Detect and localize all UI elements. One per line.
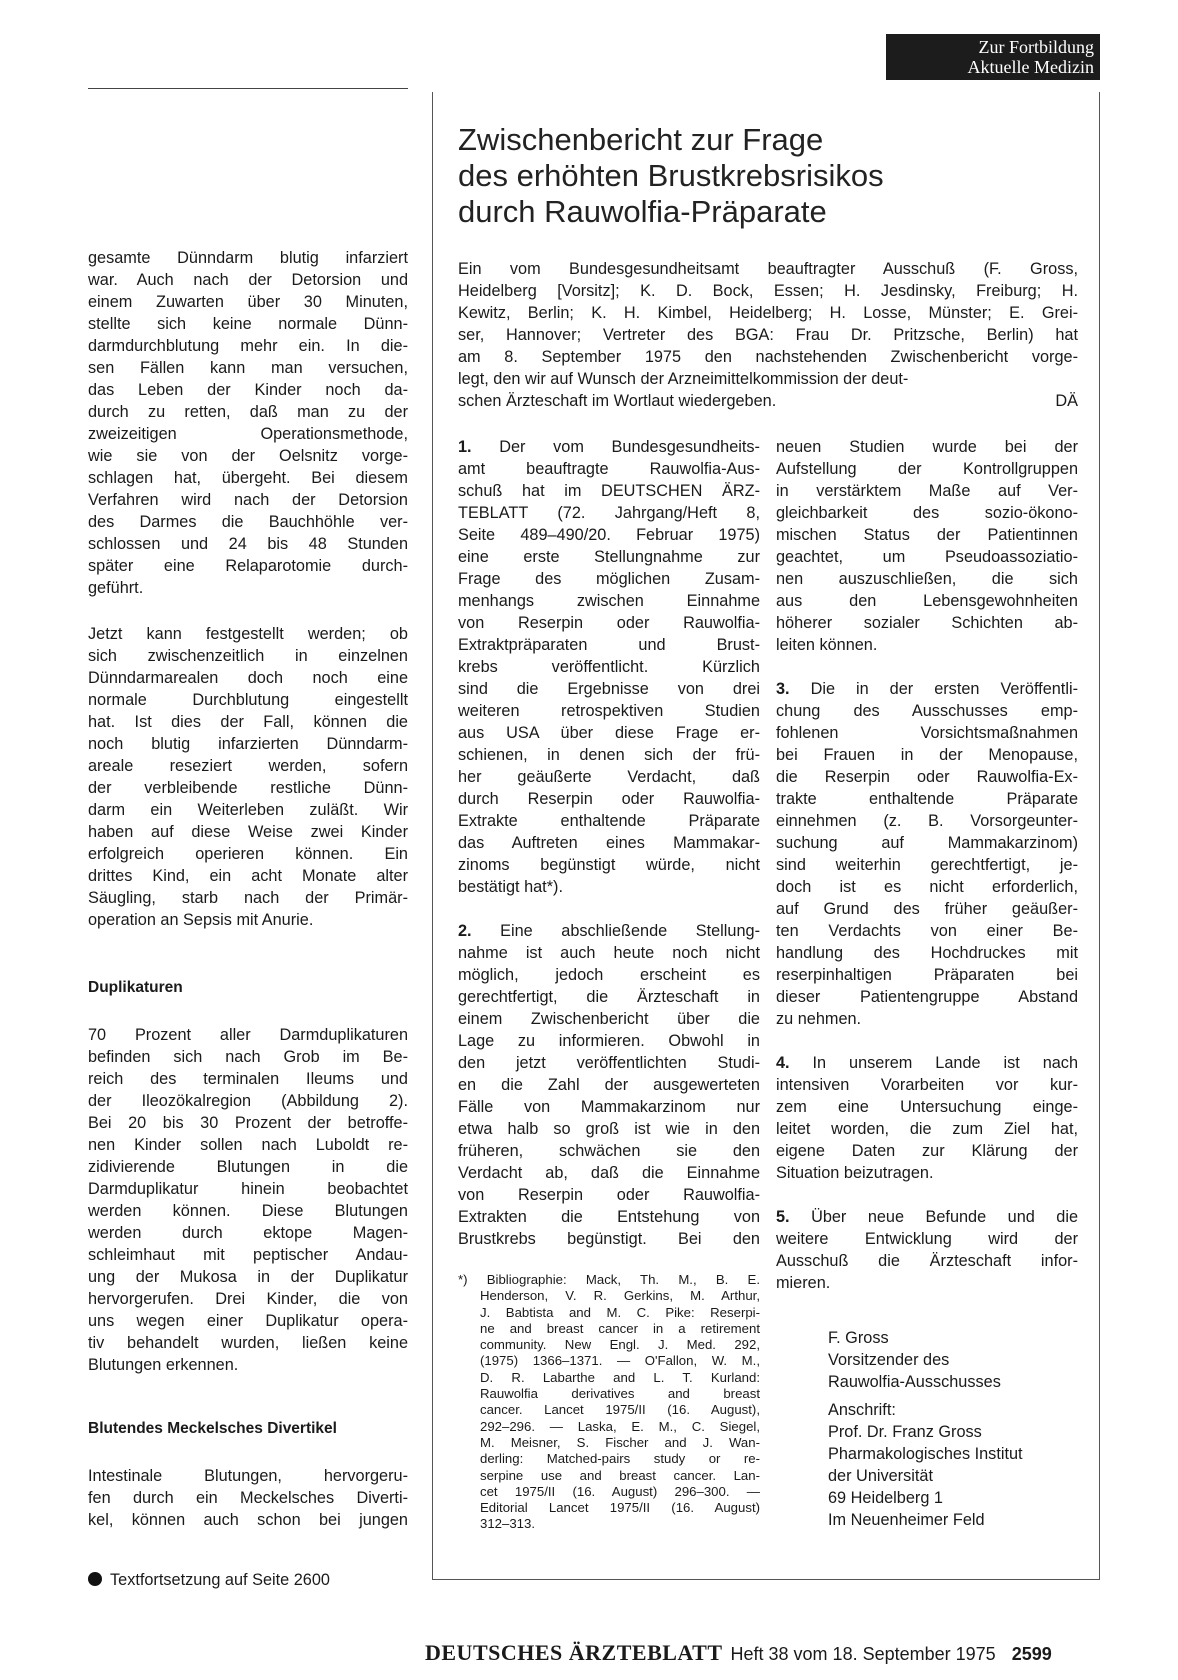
text-line: darmdurchblutung mehr ein. In die- (88, 337, 408, 355)
article-intro (458, 258, 1078, 412)
section-number: 4. (776, 1054, 813, 1072)
article-column-middle (458, 436, 760, 1250)
text-line: hervorgerufen. Drei Kinder, die von (88, 1290, 408, 1308)
address-line-5: Im Neuenheimer Feld (828, 1511, 985, 1529)
text-line: zu nehmen. (776, 1010, 862, 1028)
section-4 (776, 1052, 1078, 1184)
text-line: legt, den wir auf Wunsch der Arzneimittelkommission der deut- (458, 370, 909, 388)
text-line: 5. Über neue Befunde und die (776, 1208, 1079, 1226)
footnote-line: D. R. Labarthe and L. T. Kurland: (480, 1369, 760, 1385)
page-footer (425, 1640, 1105, 1666)
left-column-rule (88, 88, 408, 89)
text-line: die Reserpin oder Rauwolfia-Ex- (776, 768, 1078, 786)
section-number: 5. (776, 1208, 812, 1226)
text-line: früheren, schwächen sie den (458, 1142, 760, 1160)
footnote-line: 292–296. — Laska, E. M., C. Siegel, (480, 1418, 760, 1434)
text-line: Intestinale Blutungen, hervorgeru- (88, 1467, 408, 1485)
footnote-line: Rauwolfia derivatives and breast (480, 1386, 760, 1402)
section-number: 3. (776, 680, 811, 698)
text-line: Seite 489–490/20. Februar 1975) (458, 526, 760, 544)
text-line: mischen Status der Patientinnen (776, 526, 1078, 544)
text-line: operation an Sepsis mit Anurie. (88, 911, 314, 929)
text-line: Frage des möglichen Zusam- (458, 570, 760, 588)
address-line-1: Prof. Dr. Franz Gross (828, 1423, 982, 1441)
footnote-line: cancer. Lancet 1975/II (16. August), (480, 1402, 760, 1418)
text-line: gerechtfertigt, die Ärzteschaft in (458, 988, 760, 1006)
text-line: ser, Hannover; Vertreter des BGA: Frau Dr. Pritzsche, Berlin) hat (458, 326, 1078, 344)
text-line: Verdacht ab, daß die Einnahme (458, 1164, 760, 1182)
text-line: nen auszuschließen, die sich (776, 570, 1078, 588)
footnote-line: (1975) 1366–1371. — O'Fallon, W. M., (480, 1353, 760, 1369)
text-line: dieser Patientengruppe Abstand (776, 988, 1078, 1006)
text-line: 70 Prozent aller Darmduplikaturen (88, 1026, 408, 1044)
text-line: tiv behandelt wurden, ließen keine (88, 1334, 408, 1352)
text-line: doch ist es nicht erforderlich, (776, 878, 1078, 896)
section-number: 2. (458, 922, 501, 940)
text-line: kel, können auch schon bei jungen (88, 1511, 408, 1529)
address-line-2: Pharmakologisches Institut (828, 1445, 1023, 1463)
text-line: menhangs zwischen Einnahme (458, 592, 760, 610)
signature-name: F. Gross (828, 1329, 889, 1347)
signature-role-2: Rauwolfia-Ausschusses (828, 1373, 1001, 1391)
text-line: mieren. (776, 1274, 831, 1292)
text-line: das Leben der Kinder noch da- (88, 381, 408, 399)
footnote-line: M. Meisner, S. Fischer and J. Wan- (480, 1434, 760, 1450)
text-line: weitere Entwicklung wird der (776, 1230, 1078, 1248)
text-line: handlung des Hochdruckes mit (776, 944, 1078, 962)
text-line: gesamte Dünndarm blutig infarziert (88, 249, 408, 267)
text-line: nahme ist auch heute noch nicht (458, 944, 760, 962)
text-line: sind weiterhin gerechtfertigt, je- (776, 856, 1078, 874)
text-line: des Darmes die Bauchhöhle ver- (88, 513, 408, 531)
text-line: 2. Eine abschließende Stellung- (458, 922, 760, 940)
text-line: werden können. Diese Blutungen (88, 1202, 408, 1220)
section-5 (776, 1206, 1078, 1294)
text-line: Darmduplikatur hinein beobachtet (88, 1180, 408, 1198)
text-line: am 8. September 1975 den nachstehenden Zwischenbericht vorge- (458, 348, 1078, 366)
text-line: 4. In unserem Lande ist nach (776, 1054, 1078, 1072)
text-line: Lage zu informieren. Obwohl in (458, 1032, 760, 1050)
text-line: geachtet, um Pseudoassoziatio- (776, 548, 1078, 566)
text-line: durch Reserpin oder Rauwolfia- (458, 790, 760, 808)
text-line: Situation beizutragen. (776, 1164, 934, 1182)
text-line: zem eine Untersuchung einge- (776, 1098, 1078, 1116)
section-tag-line-1: Zur Fortbildung (978, 37, 1094, 57)
page-number: 2599 (1011, 1644, 1052, 1664)
text-line: war. Auch nach der Detorsion und (88, 271, 408, 289)
left-paragraph-2 (88, 623, 408, 931)
text-line: bestätigt hat*). (458, 878, 563, 896)
footnote-line: 312–313. (480, 1516, 536, 1532)
text-line: werden durch ektope Magen- (88, 1224, 408, 1242)
text-line: hat. Ist dies der Fall, können die (88, 713, 408, 731)
text-line: schleimhaut mit peptischer Andau- (88, 1246, 408, 1264)
text-line: gleichbarkeit des sozio-ökono- (776, 504, 1078, 522)
text-line: Aufstellung der Kontrollgruppen (776, 460, 1078, 478)
text-line: schienen, in denen sich der frü- (458, 746, 760, 764)
footnote-line: derling: Matched-pairs study or re- (480, 1451, 760, 1467)
text-line: Fälle von Mammakarzinom nur (458, 1098, 760, 1116)
continuation-note[interactable] (88, 1569, 330, 1591)
bullet-icon (88, 1572, 102, 1586)
text-line: weiteren retrospektiven Studien (458, 702, 760, 720)
heading-meckel: Blutendes Meckelsches Divertikel (88, 1420, 337, 1437)
text-line: Heidelberg [Vorsitz]; K. D. Bock, Essen; H. Jesdinsky, Freiburg; H. (458, 282, 1078, 300)
text-line: leiten können. (776, 636, 878, 654)
text-line: Verfahren wird nach der Detorsion (88, 491, 408, 509)
text-line: trakte enthaltende Präparate (776, 790, 1078, 808)
footnote-line: cet 1975/II (16. August) 296–300. — (480, 1483, 760, 1499)
text-line: nen Kinder sollen nach Luboldt re- (88, 1136, 408, 1154)
meckel-paragraph (88, 1465, 408, 1531)
footnote (458, 1272, 760, 1533)
text-line: normale Durchblutung eingestellt (88, 691, 408, 709)
text-line: neuen Studien wurde bei der (776, 438, 1078, 456)
text-line: den jetzt veröffentlichten Studi- (458, 1054, 760, 1072)
address-line-4: 69 Heidelberg 1 (828, 1489, 943, 1507)
left-paragraph-1 (88, 247, 408, 599)
footnote-line: *) Bibliographie: Mack, Th. M., B. E. (458, 1272, 760, 1287)
text-line: erfolgreich operieren können. Ein (88, 845, 408, 863)
text-line: her geäußerte Verdacht, daß (458, 768, 760, 786)
signature-role-1: Vorsitzender des (828, 1351, 950, 1369)
footnote-line: Editorial Lancet 1975/II (16. August) (480, 1500, 760, 1516)
text-line: möglich, jedoch erscheint es (458, 966, 760, 984)
text-line: bei Frauen in der Menopause, (776, 746, 1078, 764)
title-line-1: Zwischenbericht zur Frage (458, 122, 824, 157)
text-line: Blutungen erkennen. (88, 1356, 239, 1374)
text-line: Extrakte enthaltende Präparate (458, 812, 760, 830)
text-line: noch blutig infarzierten Dünndarm- (88, 735, 408, 753)
text-line: zweizeitigen Operationsmethode, (88, 425, 408, 443)
title-line-2: des erhöhten Brustkrebsrisikos (458, 158, 884, 193)
text-line: wie sie von der Oelsnitz vorge- (88, 447, 408, 465)
text-line: aus den Lebensgewohnheiten (776, 592, 1078, 610)
section-2 (458, 920, 760, 1250)
footnote-line: Henderson, V. R. Gerkins, M. Arthur, (480, 1288, 760, 1304)
text-line: haben auf diese Weise zwei Kinder (88, 823, 408, 841)
text-line: krebs veröffentlicht. Kürzlich (458, 658, 760, 676)
text-line: schlagen hat, übergeht. Bei diesem (88, 469, 408, 487)
text-line: geführt. (88, 579, 144, 597)
text-line: einem Zuwarten über 30 Minuten, (88, 293, 408, 311)
intro-signature: DÄ (1055, 392, 1078, 410)
footnote-line: J. Babtista and M. C. Pike: Reserpi- (480, 1304, 760, 1320)
text-line: sich zwischenzeitlich in einzelnen (88, 647, 408, 665)
text-line: sen Fällen kann man versuchen, (88, 359, 408, 377)
text-line: zinoms begünstigt würde, nicht (458, 856, 760, 874)
duplikaturen-paragraph (88, 1024, 408, 1376)
text-line: Ein vom Bundesgesundheitsamt beauftragter Ausschuß (F. Gross, (458, 260, 1078, 278)
text-line: das Auftreten eines Mammakar- (458, 834, 760, 852)
text-line: zidivierende Blutungen in die (88, 1158, 408, 1176)
text-line: später eine Relaparotomie durch- (88, 557, 408, 575)
text-line: schuß hat im DEUTSCHEN ÄRZ- (458, 482, 760, 500)
text-line: durch zu retten, daß man zu der (88, 403, 408, 421)
text-line: suchung auf Mammakarzinom) (776, 834, 1078, 852)
text-line: höherer sozialer Schichten ab- (776, 614, 1078, 632)
text-line: der verbleibende restliche Dünn- (88, 779, 408, 797)
text-line: Säugling, starb nach der Primär- (88, 889, 408, 907)
text-line: Jetzt kann festgestellt werden; ob (88, 625, 408, 643)
footnote-line: serpine use and breast cancer. Lan- (480, 1467, 760, 1483)
text-line: leitet worden, die zum Ziel hat, (776, 1120, 1078, 1138)
section-tag-line-2: Aktuelle Medizin (967, 57, 1094, 77)
address-label: Anschrift: (828, 1401, 896, 1419)
text-line: sind die Ergebnisse von drei (458, 680, 760, 698)
text-line: befinden sich nach Grob im Be- (88, 1048, 408, 1066)
footnote-line: ne and breast cancer in a retirement (480, 1320, 760, 1336)
text-line: intensiven Vorarbeiten vor kur- (776, 1076, 1078, 1094)
text-line: ten Verdachts von einer Be- (776, 922, 1078, 940)
text-line: Extraktpräparaten und Brust- (458, 636, 760, 654)
section-number: 1. (458, 438, 500, 456)
section-3 (776, 678, 1078, 1030)
text-line: eine erste Stellungnahme zur (458, 548, 760, 566)
text-line: reich des terminalen Ileums und (88, 1070, 408, 1088)
text-line: aus USA über diese Frage er- (458, 724, 760, 742)
issue-info: Heft 38 vom 18. September 1975 (730, 1644, 996, 1664)
text-line: TEBLATT (72. Jahrgang/Heft 8, (458, 504, 760, 522)
text-line: auf Grund des früher geäußer- (776, 900, 1078, 918)
text-line: einnehmen (z. B. Vorsorgeunter- (776, 812, 1078, 830)
intro-lines (458, 258, 1078, 390)
text-line: uns wegen einer Duplikatur opera- (88, 1312, 408, 1330)
text-line: chung des Ausschusses emp- (776, 702, 1078, 720)
text-line: der Ileozökalregion (Abbildung 2). (88, 1092, 408, 1110)
text-line: Kewitz, Berlin; K. H. Kimbel, Heidelberg; H. Losse, Münster; E. Grei- (458, 304, 1078, 322)
text-line: etwa halb so groß ist wie in den (458, 1120, 760, 1138)
section-continued (776, 436, 1078, 656)
text-line: Ausschuß die Ärzteschaft infor- (776, 1252, 1078, 1270)
address-line-3: der Universität (828, 1467, 933, 1485)
text-line: von Reserpin oder Rauwolfia- (458, 614, 760, 632)
text-line: en die Zahl der ausgewerteten (458, 1076, 760, 1094)
article-title (458, 122, 1078, 230)
text-line: stellte sich keine normale Dünn- (88, 315, 408, 333)
continuation-text: Textfortsetzung auf Seite 2600 (110, 1571, 330, 1589)
text-line: reserpinhaltigen Präparaten bei (776, 966, 1078, 984)
section-tag (886, 34, 1100, 80)
text-line: Dünndarmarealen doch noch eine (88, 669, 408, 687)
text-line: Extrakten die Entstehung von (458, 1208, 760, 1226)
heading-duplikaturen: Duplikaturen (88, 979, 183, 996)
text-line: von Reserpin oder Rauwolfia- (458, 1186, 760, 1204)
text-line: 3. Die in der ersten Veröffentli- (776, 680, 1078, 698)
footnote-line: community. New Engl. J. Med. 292, (480, 1337, 760, 1353)
text-line: areale reseziert werden, sofern (88, 757, 408, 775)
signature-block (828, 1327, 1023, 1531)
text-line: Brustkrebs begünstigt. Bei den (458, 1230, 760, 1248)
article-column-right (776, 436, 1078, 1294)
text-line: fohlenen Vorsichtsmaßnahmen (776, 724, 1078, 742)
text-line: schlossen und 24 bis 48 Stunden (88, 535, 408, 553)
title-line-3: durch Rauwolfia-Präparate (458, 194, 827, 229)
text-line: einem Zwischenbericht über die (458, 1010, 760, 1028)
text-line: fen durch ein Meckelsches Diverti- (88, 1489, 408, 1507)
text-line: darm ein Weiterleben zuläßt. Wir (88, 801, 408, 819)
intro-last-text: schen Ärzteschaft im Wortlaut wiedergeben. (458, 392, 777, 410)
text-line: drittes Kind, ein acht Monate alter (88, 867, 408, 885)
text-line: Bei 20 bis 30 Prozent der betroffe- (88, 1114, 408, 1132)
text-line: eigene Daten zur Klärung der (776, 1142, 1078, 1160)
text-line: amt beauftragte Rauwolfia-Aus- (458, 460, 760, 478)
journal-name: DEUTSCHES ÄRZTEBLATT (425, 1640, 723, 1665)
text-line: in verstärktem Maße auf Ver- (776, 482, 1078, 500)
section-1 (458, 436, 760, 898)
text-line: ung der Mukosa in der Duplikatur (88, 1268, 408, 1286)
text-line: 1. Der vom Bundesgesundheits- (458, 438, 760, 456)
intro-last-line (458, 390, 1078, 412)
